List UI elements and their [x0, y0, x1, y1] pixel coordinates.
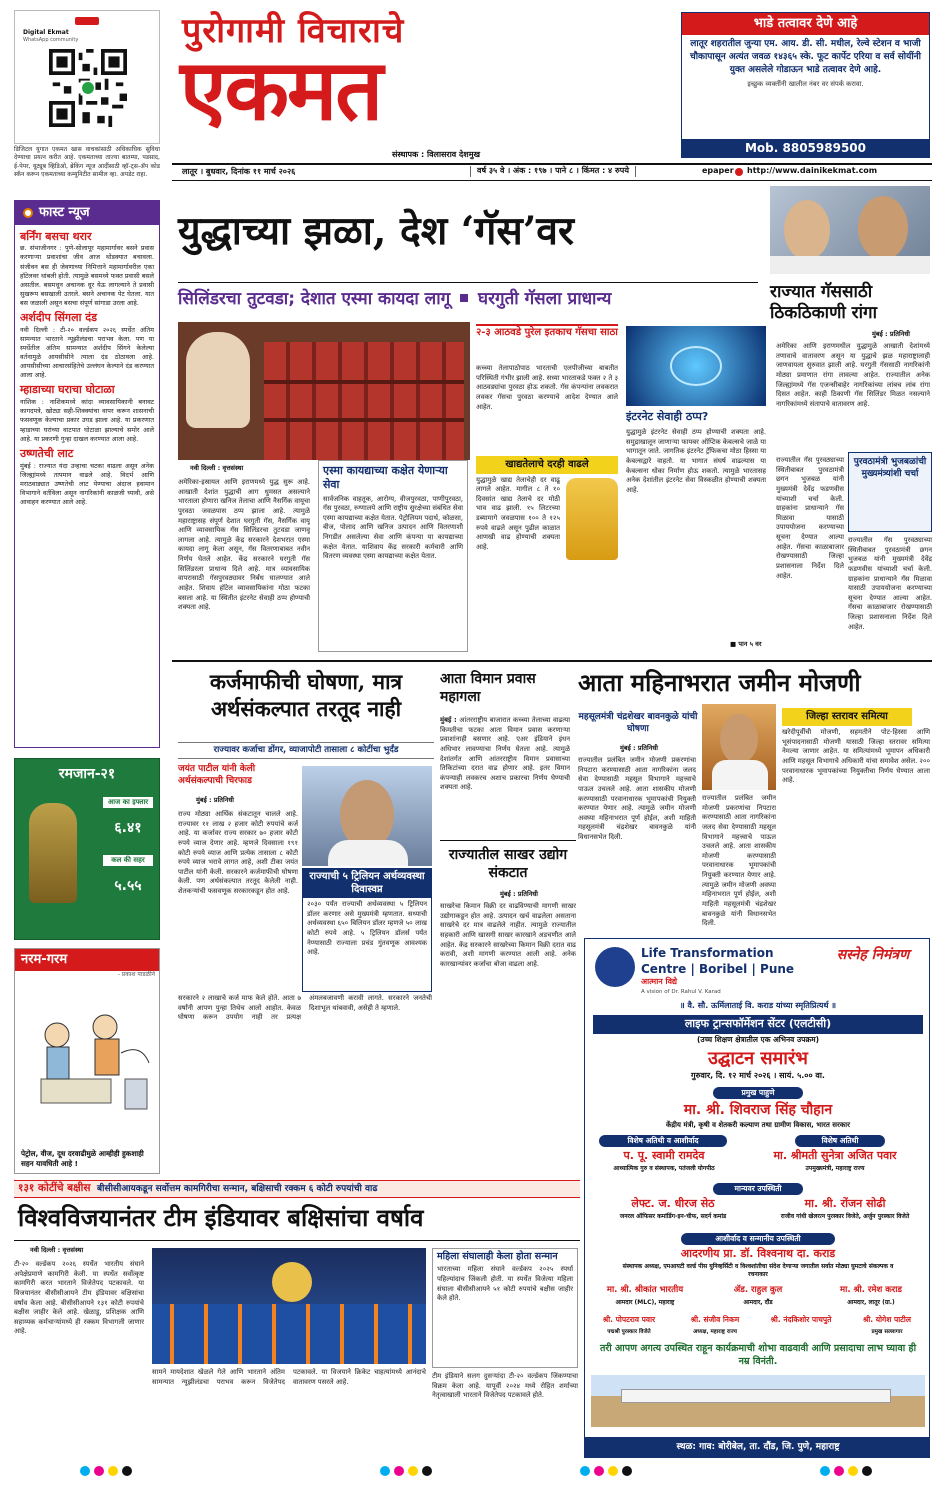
karj-sub: जयंत पाटील यांनी केली अर्थसंकल्पाची चिरफाड	[178, 764, 256, 786]
sugar-headline: राज्यातील साखर उद्योग संकटात	[448, 847, 568, 882]
lead-continued: ■ पान ५ वर	[730, 640, 762, 648]
ltc-special1-role: आध्यात्मिक गुरु व संस्थापक, पतंजली योगपीठ	[613, 1165, 715, 1172]
ltc-p2-role: राजीव गांधी खेलरत्न पुरस्कार विजेते, अर्जुन पुरस्कार विजेते	[780, 1213, 910, 1220]
ad-top	[681, 12, 930, 158]
oil-body: युद्धामुळे खाद्य तेलाचेही दर वाढू लागले आहेत. मागील ८ ते १० दिवसांत खाद्य तेलाचे दर मोठी भाव वाढ झाली. १५ लिटरच्या डब्यामागे जवळपास १०० ते १२५ रुपये वाढले असून पुढील काळात आणखी वाढ होण्याची शक्यता आहे.	[476, 475, 560, 551]
ltc-chief-label: प्रमुख पाहुणे	[713, 1087, 803, 1099]
dateline-issue: वर्ष ३५ वे । अंक : १९७ । पाने ८ । किंमत : ४ रुपये	[470, 166, 636, 177]
masthead-tagline: पुरोगामी विचाराचे	[182, 11, 405, 51]
women-head: महिला संघालाही केला होता सन्मान	[437, 1251, 558, 1262]
ltc-bless-role: संस्थापक अध्यक्ष, एमआयटी वर्ल्ड पीस युनिव्हर्सिटी व विश्वशांतीचा संदेश देणाऱ्या जगातील सर्वात मोठ्या घुमटाचे संकल्पक व रचनाकार	[622, 1263, 894, 1278]
ltc-special1-label: विशेष अतिथी व आशीर्वाद	[599, 1135, 727, 1147]
stock-head	[476, 324, 618, 360]
fast-news-body: छ. संभाजीनगर : पुणे-सोलापूर महामार्गावर बसने प्रवास करणाऱ्या प्रवाशांचा जीव आज थोडक्यात बचावला. संजीवन बस ही जेवणाच्या निमित्ताने महामार्गावरील एका हॉटेलवर थांबली होती. त्यामुळे बसमध्ये फक्त प्रवासी बसले असतील. बसमधून अचानक धूर येऊ लागल्याने ते प्रवासी सुखरूप बसखाली उतरले. बसने अचानक पेट घेतला. यात बस जळाली असून बसचा संपूर्ण सांगाडा उरला आहे.	[20, 244, 154, 307]
ekmat-small-logo	[75, 17, 99, 25]
ltc-g1: मा. श्री. श्रीकांत भारतीय	[606, 1285, 684, 1295]
ltc-present-label: मान्यवर उपस्थिती	[713, 1183, 803, 1195]
qr-block	[14, 10, 160, 144]
bhujbal-box	[848, 452, 932, 532]
sugar-body: साखरेचा किमान विक्री दर वाढविण्याची मागणी साखर उद्योगाकडून होत आहे. उत्पादन खर्च वाढलेला असताना साखरेचे दर मात्र वाढलेले नाहीत. त्यामुळे राज्यातील सहकारी आणि खासगी साखर कारखाने अडचणीत आले आहेत. केंद्र सरकारने साखरेच्या किमान विक्री दरात वाढ करावी, अशी मागणी करण्यात आली आहे. अनेक कारखान्यांवर कर्जाचा बोजा वाढला आहे.	[440, 902, 576, 968]
globe-icon	[735, 168, 743, 176]
ltc-when: गुरुवार, दि. १२ मार्च २०२६ । सायं. ५.०० वा.	[691, 1071, 825, 1080]
sehri-time: ५.५५	[114, 878, 142, 894]
ltc-g2-role: आमदार, दौंड	[743, 1299, 773, 1306]
right-top-body: अमेरिका आणि इराणमधील युद्धामुळे आखाती देशांमध्ये तणावाचे वातावरण असून या युद्धाचे झळ महाराष्ट्रालाही जाणवायला सुरुवात झाली आहे. घरगुती गॅससाठी नागरिकांनी मोठ्या प्रमाणात रांगा लावल्या आहेत. राज्यातील अनेक जिल्ह्यांमध्ये गॅस एजन्सीबाहेर नागरिकांच्या लांबच लांब रांगा दिसत आहेत. काही ठिकाणी गॅस सिलिंडर मिळत नसल्याने नागरिकांमध्ये संतापाचे वातावरण आहे.	[776, 342, 930, 408]
ltc-chief-role: केंद्रीय मंत्री, कृषी व शेतकरी कल्याण तथा ग्रामीण विकास, भारत सरकार	[666, 1121, 850, 1129]
masthead-name: एकमत	[180, 41, 382, 139]
ltc-g5-role: अध्यक्ष, महाराष्ट्र राज्य	[693, 1329, 737, 1335]
karj-body: राज्य मोठ्या आर्थिक संकटातून चालले आहे. राज्यावर ११ लाख २ हजार कोटी रुपयांचे कर्ज आहे. या कर्जावर राज्य सरकार ७० हजार कोटी रुपये व्याज देणार आहे. म्हणजे दिवसाला १९१ कोटी रुपये व्याज आणि प्रत्येक तासाला ८ कोटी रुपये व्याज भरावे लागत आहे, अशी टीका जयंत पाटील यांनी केली. सरकारने कर्जमाफीची घोषणा केली. पण अर्थसंकल्पात तरतूद केलेली नाही. शेतकऱ्यांची फसवणूक सरकारकडून होत आहे.	[178, 810, 298, 896]
oil-head: खाद्यतेलाचे दरही वाढले	[476, 456, 618, 474]
trillion-head: राज्याची ५ ट्रिलियन अर्थव्यवस्था दिवास्वप्न	[303, 869, 431, 898]
ltc-g4-role: पद्मश्री पुरस्कार विजेते	[607, 1329, 651, 1335]
epaper-label[interactable]: epaper	[702, 166, 734, 175]
cartoon-image	[21, 983, 155, 1123]
land-body-2: राज्यातील प्रलंबित जमीन मोजणी प्रकरणांचा निपटारा करण्यासाठी आता नागरिकांना जलद सेवा देण्यासाठी महसूल विभागाने महत्त्वाचे पाऊल उचलले आहे. आता शासकीय मोजणी करण्यासाठी परवानाधारक भूमापकांची नियुक्ती करण्यात येणार आहे. त्यामुळे जमीन मोजणी अवघ्या महिनाभरात पूर्ण होईल, अशी माहिती महसूलमंत्री चंद्रशेखर बावनकुळे यांनी विधानसभेत दिली.	[702, 794, 776, 928]
flight-text: आंतरराष्ट्रीय बाजारात कच्च्या तेलाच्या वाढत्या किमतीचा फटका आता विमान प्रवास करणाऱ्या प्रवाशांनाही बसणार आहे. एअर इंडियाने इंधन अधिभार लावण्याचा निर्णय घेतला आहे. त्यामुळे देशांतर्गत आणि आंतरराष्ट्रीय विमान प्रवासाच्या तिकिटांच्या दरात वाढ होणार आहे. इतर विमान कंपन्याही लवकरच अशाच प्रकारचा निर्णय घेण्याची शक्यता आहे.	[440, 716, 570, 792]
qr-label: Digital Ekmat	[23, 29, 69, 36]
cricket-place: नवी दिल्ली : वृत्तसंस्था	[30, 1246, 84, 1254]
right-top-place: मुंबई : प्रतिनिधी	[872, 330, 910, 338]
ltc-building-image	[591, 1375, 925, 1427]
cricket-photo	[152, 1248, 426, 1364]
ltc-logo-icon	[595, 947, 635, 987]
land-body: राज्यातील प्रलंबित जमीन मोजणी प्रकरणांचा निपटारा करण्यासाठी आता नागरिकांना जलद सेवा देण्यासाठी महसूल विभागाने महत्त्वाचे पाऊल उचलले आहे. आता शासकीय मोजणी करण्यासाठी परवानाधारक भूमापकांची नियुक्ती करण्यात येणार आहे. त्यामुळे जमीन मोजणी अवघ्या महिनाभरात पूर्ण होईल, अशी माहिती महसूलमंत्री चंद्रशेखर बावनकुळे यांनी विधानसभेत दिली.	[578, 756, 696, 842]
stock-headline: २-३ आठवडे पुरेल इतकाच गॅसचा साठा	[476, 327, 618, 338]
naram-caption: पेट्रोल, वीज, दूध दरवाढीमुळे आम्हीही हुकशाही सहन यावधिती आहे !	[21, 1148, 144, 1168]
esma-body: सार्वजनिक वाहतूक, आरोग्य, वीजपुरवठा, पाणीपुरवठा, गॅस पुरवठा, रुग्णालये आणि राष्ट्रीय सुरक्षेच्या संबंधित सेवा एस्मा कायद्याच्या कक्षेत येतात. पेट्रोलियम पदार्थ, कोळसा, बीज, पोलाद आणि खनिज उत्पादन आणि वितरणाशी निगडीत असलेल्या सेवा आणि कंपन्या या कायद्याच्या कक्षेत येतात. याशिवाय केंद्र सरकारी कर्मचारी आणि वितरण व्यवस्था एस्मा कायद्याच्या कक्षेत येतात.	[323, 494, 463, 561]
square-bullet-icon	[460, 294, 468, 302]
district-committee-head: जिल्हा स्तरावर समित्या	[782, 708, 912, 726]
dateline-left: लातूर । बुधवार, दिनांक ११ मार्च २०२६	[182, 167, 296, 176]
fast-news-body: मुंबई : राज्यात यंदा उन्हाचा चटका वाढला असून अनेक जिल्ह्यांमध्ये तापमान वाढले आहे. विदर्भ आणि मराठवाड्यात उष्णतेची लाट येण्याचा अंदाज हवामान विभागाने वर्तविला असून नागरिकांनी काळजी घ्यावी, असे आवाहन करण्यात आले आहे.	[20, 461, 154, 506]
ltc-g3-role: आमदार, लातूर (ग्रा.)	[847, 1299, 895, 1306]
fast-news	[14, 200, 160, 748]
cricket-body: टी-२० वर्ल्डकप २०२६ स्पर्धेत भारतीय संघाने अपेक्षेप्रमाणे कामगिरी केली. या स्पर्धेत सर्वोत्कृष्ट कामगिरी करत भारताने विजेतेपद पटकावले. या विजयानंतर बीसीसीआयने टीम इंडियावर बक्षिसांचा वर्षाव केला आहे. बीसीसीआयने १३१ कोटी रुपयांचे बक्षीस जाहीर केले आहे. खेळाडू, प्रशिक्षक आणि सहाय्यक कर्मचाऱ्यांमध्ये ही रक्कम विभागली जाणार आहे.	[14, 1260, 144, 1336]
land-headline: आता महिनाभरात जमीन मोजणी	[578, 668, 861, 697]
ltc-p2: मा. श्री. रोंजन सोढी	[804, 1197, 886, 1210]
ad-top-body: लातूर शहरातील जुन्या एम. आय. डी. सी. मधील, रेल्वे स्टेशन व भाजी चौकापासून अत्यंत जवळ १४३६५ स्के. फूट कार्पेट एरिया व सर्व सोयींनी युक्त असलेले गोडाऊन भाडे तत्वावर देणे आहे.	[689, 38, 922, 75]
ltc-g3: मा. श्री. रमेश कराड	[840, 1285, 902, 1295]
dateline-rule	[172, 163, 932, 165]
karj-deck: राज्यावर कर्जाचा डोंगर, व्याजापोटी तासाला ८ कोटींचा भुर्दंड	[178, 742, 434, 759]
fast-news-header	[15, 201, 159, 225]
ltc-g2: ॲड. राहुल कुल	[733, 1285, 783, 1295]
jayant-photo	[302, 766, 432, 866]
ltc-brand-2: Centre | Boribel | Pune	[641, 962, 795, 976]
lantern-icon	[29, 803, 77, 903]
ltc-brand-mr: आत्मान विद्ये	[641, 977, 678, 986]
bullet-icon	[23, 208, 33, 218]
ltc-venue: स्थळ: गाव: बोरीबेल, ता. दौंड, जि. पुणे, महाराष्ट्र	[585, 1437, 930, 1457]
ltc-invite: तरी आपण अगत्य उपस्थित राहून कार्यक्रमाची शोभा वाढवावी आणि प्रसादाचा लाभ घ्यावा ही नम्र विनंती.	[599, 1343, 917, 1367]
reward-strip	[14, 1180, 580, 1198]
naram-garam	[14, 948, 160, 1174]
fast-news-title: अर्शदीप सिंगला दंड	[20, 311, 97, 325]
naram-byline: - प्रकाश पाडळीने	[117, 970, 155, 978]
fast-news-title: बर्निंग बसचा थरार	[20, 229, 92, 243]
section-rule	[172, 660, 932, 662]
ltc-g7: श्री. योगेश पाटील	[863, 1315, 911, 1324]
reward-strip-lead: १३१ कोटींचे बक्षीस	[18, 1182, 91, 1194]
iftar-time: ६.४१	[114, 820, 142, 836]
qr-code-icon[interactable]	[49, 49, 127, 127]
qr-sublabel: WhatsApp community	[23, 37, 79, 43]
ltc-brand-sub: A vision of Dr. Rahul V. Karad	[641, 989, 721, 995]
district-committee-body: खरेदीपूर्वीची मोजणी, सहमतीने पोट-हिस्सा आणि भूसंपादनासाठी मोजणी यासाठी जिल्हा स्तरावर समित्या नेमल्या जाणार आहेत. या समित्यांमध्ये भूमापन अधिकारी आणि महसूल विभागाचे अधिकारी यांचा समावेश असेल. २०० परवानाधारक भूमापकांच्या नियुक्तीचा निर्णय घेण्यात आला आहे.	[782, 728, 930, 785]
ltc-special2-role: उपमुख्यमंत्री, महाराष्ट्र राज्य	[805, 1165, 865, 1172]
ltc-centre-sub: (उच्च शिक्षण क्षेत्रातील एक अभिनव उपक्रम)	[696, 1035, 819, 1044]
ltc-special1: प. पू. स्वामी रामदेव	[623, 1149, 705, 1162]
flight-headline: आता विमान प्रवास महागला	[440, 671, 536, 706]
ltc-brand-1: Life Transformation	[641, 946, 774, 960]
bawankule-photo	[702, 704, 776, 790]
ltc-bless-label: आशीर्वाद व सन्मानीय उपस्थिती	[681, 1233, 835, 1245]
naram-title: नरम-गरम	[21, 952, 68, 967]
flight-place: मुंबई :	[440, 716, 457, 724]
ltc-p1-role: जनरल ऑफिसर कमांडिंग-इन-चीफ, सदर्न कमांड	[619, 1213, 727, 1220]
fast-news-title: फास्ट न्यूज	[39, 205, 90, 220]
lead-headline: युद्धाच्या झळा, देश ‘गॅस’वर	[178, 208, 574, 254]
ramzan-box	[14, 758, 160, 940]
ltc-p1: लेफ्ट. ज. धीरज सेठ	[631, 1197, 715, 1210]
website-link[interactable]: http://www.dainikekmat.com	[747, 166, 878, 175]
sugar-place: मुंबई : प्रतिनिधी	[500, 890, 538, 898]
internet-head: इंटरनेट सेवाही ठप्प?	[626, 410, 709, 423]
registration-marks	[80, 1466, 880, 1480]
ramzan-title: रमजान-२१	[58, 766, 116, 782]
lead-photo-caption: नवी दिल्ली : वृत्तसंस्था	[190, 464, 244, 472]
sehri-label: कल की सहर	[103, 855, 153, 866]
ltc-event: उद्घाटन समारंभ	[708, 1048, 808, 1069]
ltc-special2-label: विशेष अतिथी	[795, 1135, 885, 1147]
ltc-g7-role: प्रमुख सल्लागार	[871, 1329, 903, 1335]
ltc-special2: मा. श्रीमती सुनेत्रा अजित पवार	[773, 1149, 897, 1162]
ltc-ad	[584, 938, 930, 1458]
women-box	[432, 1248, 578, 1368]
ltc-g4: श्री. पोपटराव पवार	[602, 1315, 656, 1324]
fast-news-title: उष्णतेची लाट	[20, 446, 74, 460]
women-body: भारताच्या महिला संघाने वर्ल्डकप २०२५ स्पर्धा पहिल्यांदाच जिंकली होती. या स्पर्धेत विजेत्या महिला संघाला बीसीसीआयने ५१ कोटी रुपयांचे बक्षीस जाहीर केले होते.	[437, 1265, 573, 1303]
flight-body	[440, 716, 570, 836]
oil-bottle-image	[566, 478, 618, 560]
dateline-rule-bottom	[172, 180, 932, 181]
cricket-body-2: सामने मायदेशात खेळले गेले आणि भारताने अंतिम सामन्यात न्यूझीलंडचा पराभव करून विजेतेपद पटकावले. या विजयाने क्रिकेट चाहत्यांमध्ये आनंदाचे वातावरण पसरले आहे.	[152, 1368, 426, 1386]
cricket-tail: टीम इंडियाने सलग दुसऱ्यांदा टी-२० वर्ल्डकप जिंकण्याचा विक्रम केला आहे. यापूर्वी २०२४ मध्ये रोहित शर्माच्या नेतृत्वाखाली भारताने विजेतेपद पटकावले होते.	[432, 1372, 578, 1400]
sugar-rule	[440, 840, 576, 841]
cricket-headline: विश्वविजयानंतर टीम इंडियावर बक्षिसांचा वर्षाव	[18, 1203, 424, 1232]
esma-box	[318, 460, 468, 652]
lead-deck-1: सिलिंडरचा तुटवडा; देशात एस्मा कायदा लागू	[178, 289, 451, 309]
land-place: मुंबई : प्रतिनिधी	[620, 744, 658, 752]
fast-news-title: म्हाडाच्या घराचा घोटाळा	[20, 383, 115, 397]
qr-caption: डिजिटल युगात एकमत खास वाचकांसाठी अधिकाधिक सुविधा देण्याचा प्रयत्न करीत आहे. एकमताच्या ताज्या बातम्या, पडसाद, ई-पेपर, यूट्यूब व्हिडिओ, ब्रेकिंग न्यूज आदींसाठी व्हॉ-ट्स-ॲप कोड स्कॅन करून एकमताच्या कम्युनिटीत सामील व्हा. अपडेट राहा.	[14, 146, 160, 178]
internet-photo	[626, 326, 766, 406]
lead-photo	[178, 322, 470, 460]
cricket-rule	[14, 1240, 580, 1241]
reward-strip-text: बीसीसीआयकडून सर्वोत्तम कामगिरीचा सन्मान, बक्षिसाची रक्कम ६ कोटी रुपयांची वाढ	[97, 1184, 378, 1194]
karj-bottom: सरकारने २ लाखाचे कर्ज माफ केले होते. आता ७ वर्षांनी आपण पुन्हा तिथेच आलो आहोत. केवळ घोषणा करून उपयोग नाही तर प्रत्यक्ष अंमलबजावणी करावी लागते. सरकारने जनतेची दिशाभूल थांबवावी, असेही ते म्हणाले.	[178, 994, 432, 1022]
bhujbal-head: पुरवठामंत्री भुजबळांची मुख्यमंत्र्यांशी चर्चा	[853, 457, 927, 480]
trillion-box	[302, 868, 432, 992]
ad-top-mobile: Mob. 8805989500	[682, 139, 929, 157]
internet-body: युद्धामुळे इंटरनेट सेवाही ठप्प होण्याची शक्यता आहे. समुद्राखालून जाणाऱ्या फायबर ऑप्टिक केबल्सचे जाळे या भागातून जाते. जागतिक इंटरनेट ट्रॅफिकचा मोठा हिस्सा या केबल्सद्वारे वाहतो. या भागात संघर्ष वाढल्यास या केबल्सना धोका निर्माण होऊ शकतो. त्यामुळे भारतासह अनेक देशांतील इंटरनेट सेवा विस्कळीत होण्याची शक्यता आहे.	[626, 428, 766, 494]
ltc-g5: श्री. संजीव निकम	[690, 1315, 740, 1324]
ltc-g1-role: आमदार (MLC), महाराष्ट्र	[615, 1299, 675, 1306]
lead-body: अमेरिका-इस्रायल आणि इराणमध्ये युद्ध सुरू आहे. आखाती देशांत युद्धाची आग धुमसत असल्याने भारताला होणारा खनिज तेलाचा आणि नैसर्गिक वायूचा पुरवठा जवळपास ठप्प झाला आहे. त्यामुळे महाराष्ट्रासह संपूर्ण देशात घरगुती गॅस, नैसर्गिक वायू आणि व्यावसायिक गॅस सिलिंडरचा तुटवडा जाणवू लागला आहे. त्यामुळे केंद्र सरकारने देशभरात एस्मा कायदा लागू केला असून, गॅस वितरणाबाबत नवीन निर्णय घेतले आहेत. केंद्र सरकारने घरगुती गॅस सिलिंडरला प्राधान्य दिले आहे. मात्र व्यावसायिक वापरासाठी गॅसपुरवठ्यावर निर्बंध घालण्यात आले आहेत. शिवाय हॉटेल व्यावसायिकांना मोठा फटका बसला आहे. या स्थितीत इंटरनेट सेवाही ठप्प होण्याची शक्यता आहे.	[178, 478, 310, 612]
bhujbal-body: राज्यातील गॅस पुरवठ्याच्या स्थितीबाबत पुरवठामंत्री छगन भुजबळ यांनी मुख्यमंत्री देवेंद्र फडणवीस यांच्याशी चर्चा केली. ग्राहकांना प्राधान्याने गॅस मिळावा यासाठी उपाययोजना करण्याच्या सूचना देण्यात आल्या आहेत. गॅसचा काळाबाजार रोखण्यासाठी जिल्हा प्रशासनाला निर्देश दिले आहेत.	[776, 456, 844, 580]
right-top-headline: राज्यात गॅससाठी ठिकठिकाणी रांगा	[770, 282, 878, 324]
bhujbal-body-2: राज्यातील गॅस पुरवठ्याच्या स्थितीबाबत पुरवठामंत्री छगन भुजबळ यांनी मुख्यमंत्री देवेंद्र फडणवीस यांच्याशी चर्चा केली. ग्राहकांना प्राधान्याने गॅस मिळावा यासाठी उपाययोजना करण्याच्या सूचना देण्यात आल्या आहेत. गॅसचा काळाबाजार रोखण्यासाठी जिल्हा प्रशासनाला निर्देश दिले आहेत.	[848, 536, 932, 631]
land-sub: महसूलमंत्री चंद्रशेखर बावनकुळे यांची घोषणा	[578, 712, 698, 734]
naram-header	[15, 949, 159, 971]
ltc-bless: आदरणीय प्रा. डॉ. विश्वनाथ दा. कराड	[680, 1247, 836, 1260]
iftar-label: आज का इफ्तार	[103, 797, 153, 808]
esma-head: एस्मा कायद्याच्या कक्षेत येणाऱ्या सेवा	[323, 464, 448, 491]
internet-icon	[670, 346, 722, 386]
lead-deck-2: घरगुती गॅसला प्राधान्य	[478, 289, 612, 309]
ad-top-title: भाडे तत्वावर देणे आहे	[682, 13, 929, 35]
ad-top-contact: इच्छुक व्यक्तींनी खालील नंबर वर संपर्क करावा.	[747, 79, 864, 88]
karj-place: मुंबई : प्रतिनिधी	[196, 796, 234, 804]
lead-deck	[178, 288, 611, 311]
lead-photo-right	[770, 186, 930, 274]
ltc-memorial: ॥ वै. सौ. ऊर्मिलाताई वि. कराड यांच्या स्मृतिप्रित्यर्थ ॥	[679, 1001, 837, 1010]
ltc-chief: मा. श्री. शिवराज सिंह चौहान	[683, 1102, 833, 1118]
trillion-body: २०३० पर्यंत राज्याची अर्थव्यवस्था ५ ट्रिलियन डॉलर करणार असे मुख्यमंत्री म्हणतात. सध्याची अर्थव्यवस्था ६५० बिलियन डॉलर म्हणजे ५० लाख कोटी रुपये आहे. ५ ट्रिलियन डॉलर्स पर्यंत नेण्यासाठी राज्याला प्रचंड गुंतवणूक आवश्यक आहे.	[307, 900, 427, 957]
oil-box	[476, 456, 618, 652]
masthead-founder: संस्थापक : विलासराव देशमुख	[392, 150, 481, 159]
ltc-g6: श्री. नंदकिशोर पाचपुते	[770, 1315, 832, 1324]
ltc-centre: लाइफ ट्रान्सफॉर्मेशन सेंटर (एलटीसी)	[593, 1015, 923, 1034]
karj-headline: कर्जमाफीची घोषणा, मात्र अर्थसंकल्पात तरतूद नाही	[209, 669, 403, 722]
stock-body: कच्च्या तेलापाठोपाठ भारताची एलपीजीच्या बाबतीत परिस्थिती गंभीर झाली आहे. सध्या भारताकडे फक्त २ ते ३ आठवड्यांचा पुरवठा होऊ शकतो. गॅस कंपन्यांना लवकरात लवकर गॅसचा पुरवठा करण्याचे आदेश देण्यात आले आहेत.	[476, 364, 618, 411]
fast-news-body: नाशिक : नाशिकमध्ये कांदा व्यावसायिकानी बनावट कागदपत्रे, खोट्या सही-शिक्क्यांचा वापर करून शासनाची फसवणूक केल्याचा प्रकार उघड झाला आहे. या प्रकरणात म्हाडाच्या घरांच्या वाटपात घोटाळा झाल्याचे समोर आले आहे. या प्रकरणी गुन्हा दाखल करण्यात आला आहे.	[20, 398, 154, 443]
ltc-invite-script: सस्नेह निमंत्रण	[836, 947, 910, 963]
deck-rule	[178, 282, 758, 283]
fast-news-body: नवी दिल्ली : टी-२० वर्ल्डकप २०२६ स्पर्धेत अंतिम सामन्यात भारताने न्यूझीलंडचा पराभव केला. पण या स्पर्धेतील अंतिम सामन्यात अर्शदीप सिंगने केलेल्या वर्तनामुळे आयसीसीने त्याला दंड ठोठावला आहे. आयसीसीच्या आचारसंहितेचे उल्लंघन केल्याने दंड करण्यात आला आहे.	[20, 325, 154, 380]
